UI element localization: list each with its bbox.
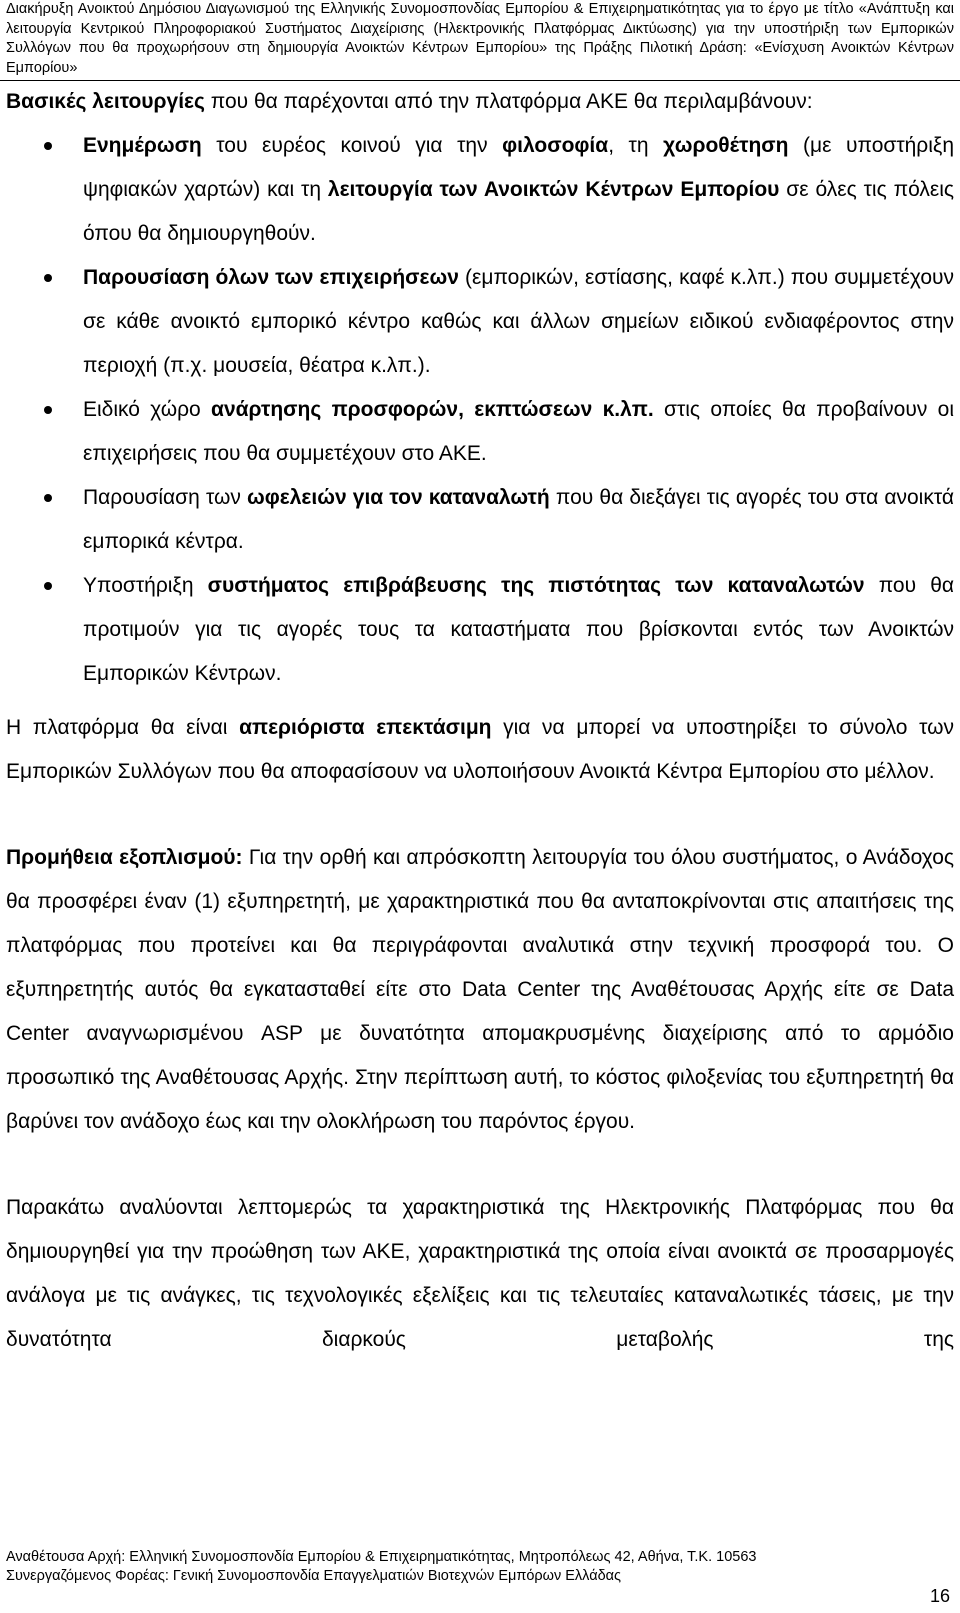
- equipment-heading: Προμήθεια εξοπλισμού:: [6, 846, 243, 869]
- item-text: που θα προτιμούν για τις αγορές τους τα καταστήματα που βρίσκονται εντός των Ανοικτών Εμπορικών Κέντρων.: [83, 574, 955, 685]
- bullet-icon: [44, 406, 52, 414]
- bullet-icon: [44, 582, 52, 590]
- page-number: 16: [929, 1586, 950, 1606]
- item-text: (εμπορικών, εστίασης, καφέ κ.λπ.) που συμμετέχουν σε κάθε ανοικτό εμπορικό κέντρο καθώς και άλλων σημείων ειδικού ενδιαφέροντος στην περιοχή (π.χ. μουσεία, θέατρα κ.λπ.).: [83, 266, 955, 377]
- item-bold: ωφελειών για τον καταναλωτή: [247, 486, 550, 509]
- item-bold: χωροθέτηση: [663, 134, 789, 157]
- item-text: , τη: [608, 134, 664, 157]
- document-header: [6, 0, 954, 78]
- bullet-icon: [44, 274, 52, 282]
- intro-paragraph: [6, 80, 954, 124]
- item-text: Υποστήριξη: [83, 574, 208, 597]
- bullet-icon: [44, 142, 52, 150]
- item-bold: Ενημέρωση: [83, 134, 202, 157]
- document-body: [6, 80, 954, 1362]
- equipment-text: Για την ορθή και απρόσκοπτη λειτουργία του όλου συστήματος, ο Ανάδοχος θα προσφέρει έναν (1) εξυπηρετητή, με χαρακτηριστικά που θα ανταποκρίνονται στις απαιτήσεις της πλατφόρμας που προτείνει και θα περιγράφονται αναλυτικά στην τεχνική προσφορά του. Ο εξυπηρετητής αυτός θα εγκατασταθεί είτε στο Data Center της Αναθέτουσας Αρχής είτε σε Data Center αναγνωρισμένου ASP με δυνατότητα απομακρυσμένης διαχείρισης από το αρμόδιο προσωπικό της Αναθέτουσας Αρχής. Στην περίπτωση αυτή, το κόστος φιλοξενίας του εξυπηρετητή θα βαρύνει τον ανάδοχο έως και την ολοκλήρωση του παρόντος έργου.: [6, 846, 954, 1133]
- expand-text: για να μπορεί να υποστηρίξει το σύνολο των Εμπορικών Συλλόγων που θα αποφασίσουν να υλοποιήσουν Ανοικτά Κέντρα Εμπορίου στο μέλλον.: [6, 716, 954, 783]
- item-bold: ανάρτησης προσφορών, εκπτώσεων κ.λπ.: [211, 398, 654, 421]
- expand-bold: απεριόριστα επεκτάσιμη: [239, 716, 492, 739]
- list-item: [6, 256, 954, 388]
- item-text: (με υποστήριξη ψηφιακών χαρτών) και τη: [83, 134, 955, 201]
- item-bold: Παρουσίαση όλων των επιχειρήσεων: [83, 266, 459, 289]
- bullet-icon: [44, 494, 52, 502]
- item-text: Ειδικό χώρο: [83, 398, 212, 421]
- intro-text: που θα παρέχονται από την πλατφόρμα ΑΚΕ θα περιλαμβάνουν:: [204, 90, 813, 113]
- item-text: Παρουσίαση των: [83, 486, 247, 509]
- document-footer: [6, 1548, 954, 1586]
- equipment-paragraph: [6, 836, 954, 1144]
- item-text: του ευρέος κοινού για την: [201, 134, 503, 157]
- item-bold: λειτουργία των Ανοικτών Κέντρων Εμπορίου: [327, 178, 780, 201]
- expand-text: Η πλατφόρμα θα είναι: [6, 716, 240, 739]
- details-paragraph: [6, 1186, 954, 1362]
- item-text: που θα διεξάγει τις αγορές του στα ανοικτά εμπορικά κέντρα.: [83, 486, 954, 553]
- list-item: [6, 564, 954, 696]
- footer-authority: Αναθέτουσα Αρχή: Ελληνική Συνομοσπονδία Εμπορίου & Επιχειρηματικότητας, Μητροπόλεως 42, Αθήνα, Τ.Κ. 10563: [6, 1549, 757, 1565]
- intro-bold: Βασικές λειτουργίες: [6, 90, 205, 113]
- list-item: [6, 124, 954, 256]
- expandability-paragraph: [6, 706, 954, 794]
- footer-partner: Συνεργαζόμενος Φορέας: Γενική Συνομοσπονδία Επαγγελματιών Βιοτεχνών Εμπόρων Ελλάδας: [6, 1568, 622, 1584]
- details-text: Παρακάτω αναλύονται λεπτομερώς τα χαρακτηριστικά της Ηλεκτρονικής Πλατφόρμας που θα δημιουργηθεί για την προώθηση των ΑΚΕ, χαρακτηριστικά της οποία είναι ανοικτά σε προσαρμογές ανάλογα με τις ανάγκες, τις τεχνολογικές εξελίξεις και τις τελευταίες καταναλωτικές τάσεις, με την δυνατότητα διαρκούς μεταβολής της: [6, 1196, 954, 1351]
- item-text: στις οποίες θα προβαίνουν οι επιχειρήσεις που θα συμμετέχουν στο ΑΚΕ.: [83, 398, 954, 465]
- header-text: Διακήρυξη Ανοικτού Δημόσιου Διαγωνισμού της Ελληνικής Συνομοσπονδίας Εμπορίου & Επιχειρηματικότητας για το έργο με τίτλο «Ανάπτυξη και λειτουργία Κεντρικού Πληροφοριακού Συστήματος Διαχείρισης (Ηλεκτρονικής Πλατφόρμας Δικτύωσης) για την υποστήριξη των Εμπορικών Συλλόγων που θα προχωρήσουν στη δημιουργία Ανοικτών Κέντρων Εμπορίου» της Πράξης Πιλοτική Δράση: «Ενίσχυση Ανοικτών Κέντρων Εμπορίου»: [6, 1, 954, 76]
- list-item: [6, 476, 954, 564]
- features-list: [6, 124, 954, 696]
- item-text: σε όλες τις πόλεις όπου θα δημιουργηθούν.: [83, 178, 954, 245]
- item-bold: φιλοσοφία: [502, 134, 609, 157]
- item-bold: συστήματος επιβράβευσης της πιστότητας των καταναλωτών: [207, 574, 865, 597]
- list-item: [6, 388, 954, 476]
